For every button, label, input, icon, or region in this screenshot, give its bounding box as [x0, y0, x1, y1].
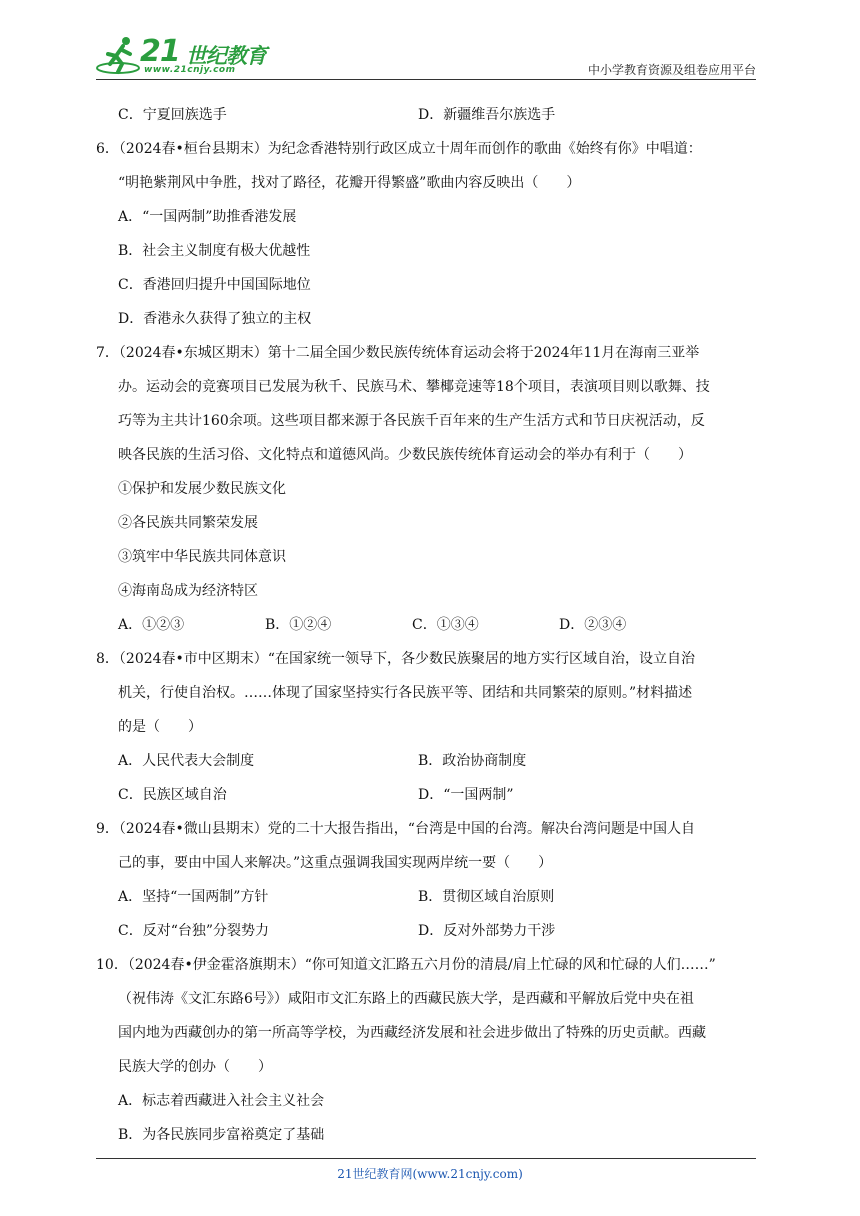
answer-option: C．①③④ [412, 617, 479, 633]
question-stem-continued: 办。运动会的竞赛项目已发展为秋千、民族马术、攀椰竞速等18个项目，表演项目则以歌舞、技 [118, 379, 710, 395]
answer-options-row [96, 744, 760, 778]
footer-divider [96, 1158, 756, 1159]
question-content [96, 98, 760, 1152]
answer-option: D．反对外部势力干涉 [418, 923, 556, 939]
answer-option: C．宁夏回族选手 [118, 107, 227, 123]
logo-url: www.21cnjy.com [144, 65, 236, 75]
answer-option: A．标志着西藏进入社会主义社会 [118, 1093, 325, 1109]
answer-option: D．②③④ [559, 617, 627, 633]
answer-option: ③筑牢中华民族共同体意识 [118, 549, 286, 565]
answer-option: A．坚持“一国两制”方针 [118, 889, 269, 905]
question-stem-continued: 国内地为西藏创办的第一所高等学校，为西藏经济发展和社会进步做出了特殊的历史贡献。西藏 [118, 1025, 706, 1041]
question-stem-continued: 巧等为主共计160余项。这些项目都来源于各民族千百年来的生产生活方式和节日庆祝活动，反 [118, 413, 705, 429]
answer-option: A．“一国两制”助推香港发展 [118, 209, 297, 225]
answer-option: B．①②④ [265, 617, 332, 633]
answer-option: ②各民族共同繁荣发展 [118, 515, 258, 531]
answer-option: A．①②③ [118, 617, 185, 633]
answer-option: B．贯彻区域自治原则 [418, 889, 555, 905]
question-stem-continued: 的是（ ） [118, 719, 202, 735]
runner-logo-icon [96, 34, 142, 78]
answer-options-row [96, 608, 760, 642]
logo-number: 21 [140, 34, 180, 69]
answer-option: C．民族区域自治 [118, 787, 227, 803]
answer-option: B．为各民族同步富裕奠定了基础 [118, 1127, 325, 1143]
logo-text: 世纪教育 [186, 44, 266, 68]
question-stem-continued: “明艳紫荆风中争胜，找对了路径，花瓣开得繁盛”歌曲内容反映出（ ） [118, 175, 581, 191]
question-stem: 9．（2024春•微山县期末）党的二十大报告指出，“台湾是中国的台湾。解决台湾问题是中国人自 [96, 821, 695, 837]
answer-option: ①保护和发展少数民族文化 [118, 481, 286, 497]
question-stem: 6．（2024春•桓台县期末）为纪念香港特别行政区成立十周年而创作的歌曲《始终有你》中唱道： [96, 141, 702, 157]
answer-option: C．香港回归提升中国国际地位 [118, 277, 311, 293]
question-stem-continued: （祝伟涛《文汇东路6号》）咸阳市文汇东路上的西藏民族大学，是西藏和平解放后党中央在祖 [118, 991, 694, 1007]
answer-option: D．新疆维吾尔族选手 [418, 107, 556, 123]
answer-options-row [96, 880, 760, 914]
question-stem-continued: 机关，行使自治权。……体现了国家坚持实行各民族平等、团结和共同繁荣的原则。”材料描述 [118, 685, 693, 701]
logo [96, 34, 266, 78]
platform-name: 中小学教育资源及组卷应用平台 [587, 63, 756, 77]
question-stem: 7．（2024春•东城区期末）第十二届全国少数民族传统体育运动会将于2024年11月在海南三亚举 [96, 345, 700, 361]
question-stem-continued: 民族大学的创办（ ） [118, 1059, 272, 1075]
answer-option: B．政治协商制度 [418, 753, 527, 769]
question-stem-continued: 映各民族的生活习俗、文化特点和道德风尚。少数民族传统体育运动会的举办有利于（ ） [118, 447, 692, 463]
page-header [96, 34, 756, 80]
answer-option: ④海南岛成为经济特区 [118, 583, 258, 599]
question-stem-continued: 己的事，要由中国人来解决。”这重点强调我国实现两岸统一要（ ） [118, 855, 553, 871]
answer-options-row [96, 778, 760, 812]
answer-options-row [96, 98, 760, 132]
header-divider [96, 79, 756, 80]
question-stem: 8．（2024春•市中区期末）“在国家统一领导下，各少数民族聚居的地方实行区域自治，设立自治 [96, 651, 695, 667]
page-footer: 21世纪教育网(www.21cnjy.com) [337, 1167, 523, 1181]
answer-option: C．反对“台独”分裂势力 [118, 923, 270, 939]
answer-option: B．社会主义制度有极大优越性 [118, 243, 311, 259]
answer-option: A．人民代表大会制度 [118, 753, 255, 769]
question-stem: 10．（2024春•伊金霍洛旗期末）“你可知道文汇路五六月份的清晨/肩上忙碌的风和忙碌的人们……” [96, 957, 716, 973]
answer-option: D．香港永久获得了独立的主权 [118, 311, 312, 327]
answer-options-row [96, 914, 760, 948]
answer-option: D．“一国两制” [418, 787, 514, 803]
